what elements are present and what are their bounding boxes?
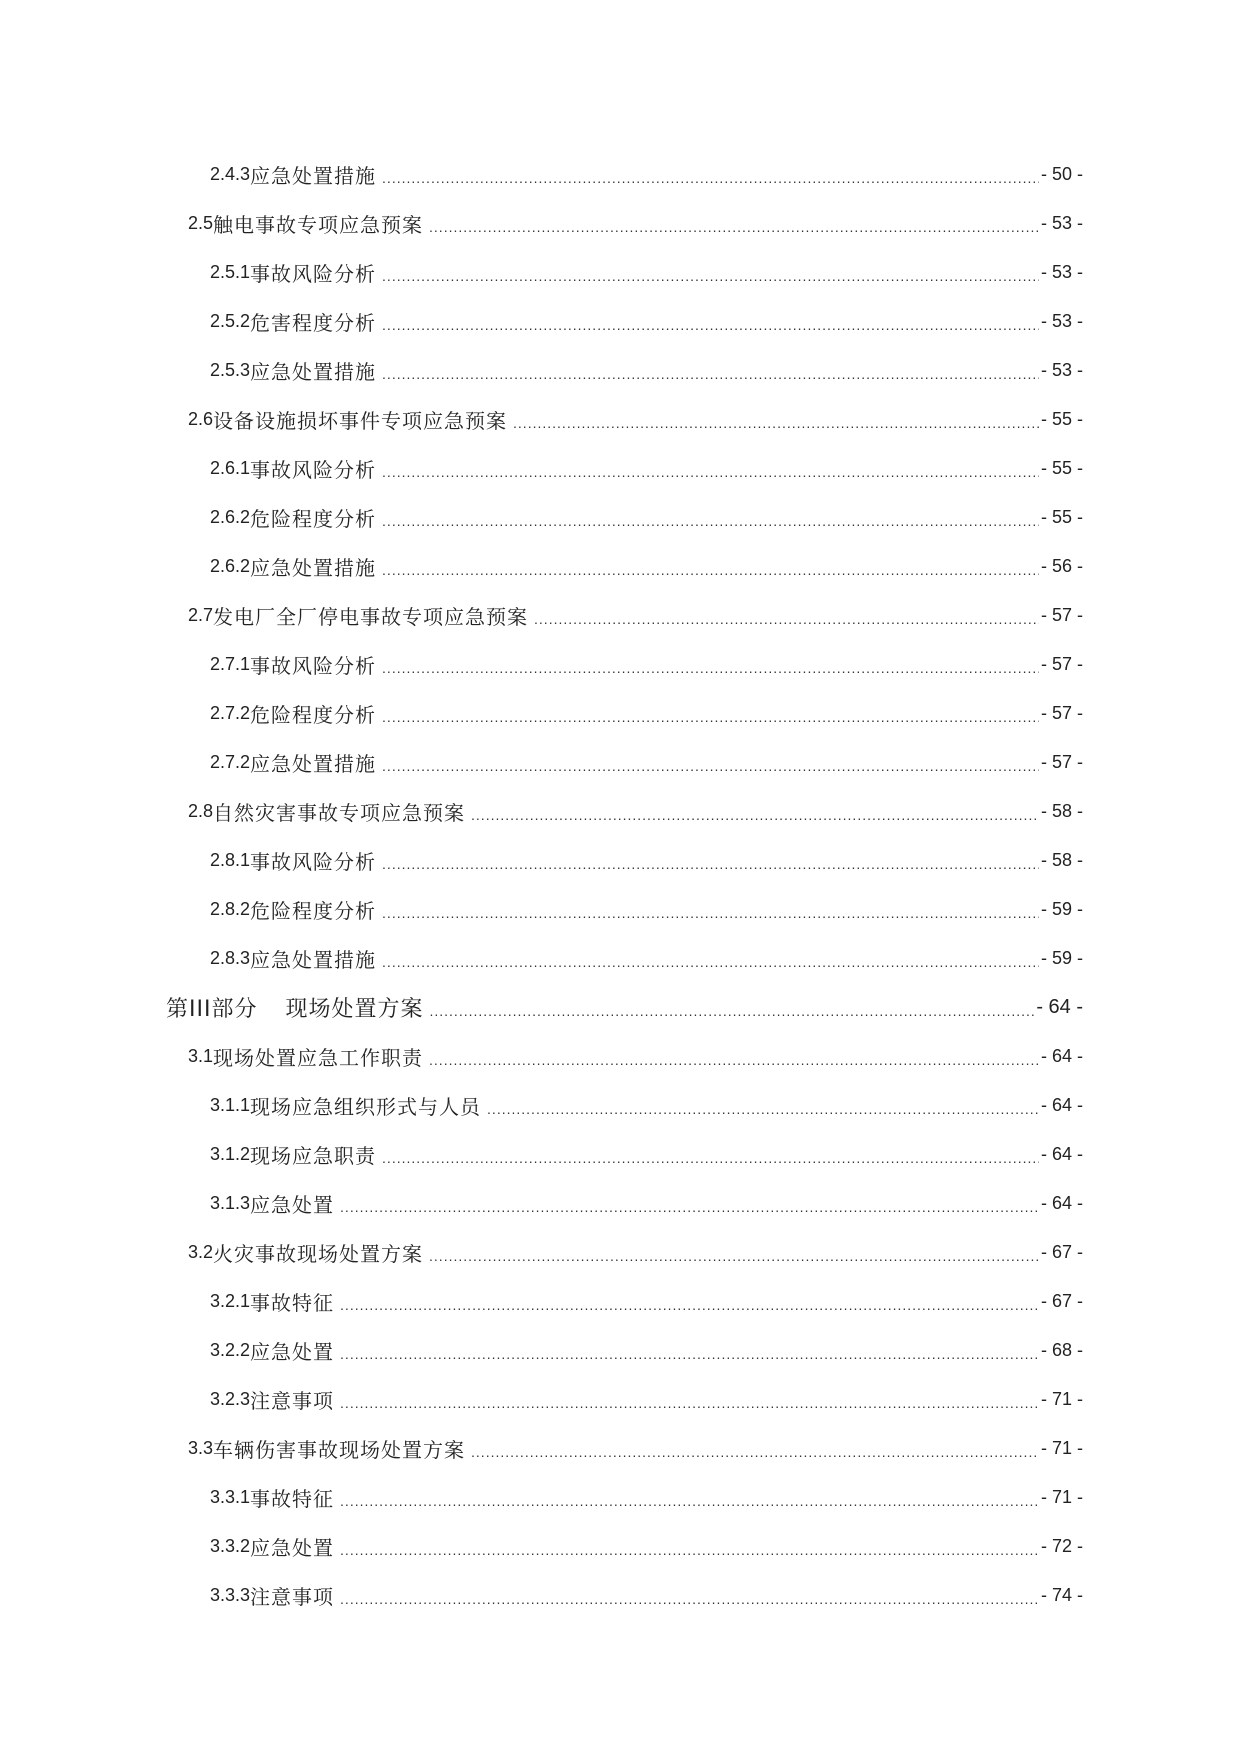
toc-dot-leader bbox=[471, 807, 1039, 823]
toc-section-number: 3.1.3 bbox=[210, 1193, 251, 1213]
toc-section-number: 2.8.3 bbox=[210, 948, 251, 968]
toc-entry[interactable] bbox=[0, 248, 1241, 297]
toc-entry[interactable] bbox=[0, 444, 1241, 493]
toc-entry[interactable] bbox=[0, 787, 1241, 836]
toc-section-number: 2.6.2 bbox=[210, 507, 251, 527]
toc-entry[interactable] bbox=[0, 1424, 1241, 1473]
toc-section-number: 2.5 bbox=[188, 213, 214, 233]
toc-section-number: 2.7.1 bbox=[210, 654, 251, 674]
toc-entry[interactable] bbox=[0, 1130, 1241, 1179]
toc-entry[interactable] bbox=[0, 493, 1241, 542]
toc-section-title: 现场应急职责 bbox=[250, 1144, 377, 1168]
toc-entry[interactable] bbox=[0, 689, 1241, 738]
toc-section-title: 车辆伤害事故现场处置方案 bbox=[213, 1438, 466, 1462]
toc-section-number: 2.7.2 bbox=[210, 752, 251, 772]
toc-section-number: 2.5.3 bbox=[210, 360, 251, 380]
toc-entry[interactable] bbox=[0, 346, 1241, 395]
toc-page-number: - 74 - bbox=[1040, 1585, 1083, 1605]
toc-entry[interactable] bbox=[0, 1326, 1241, 1375]
toc-entry[interactable] bbox=[0, 738, 1241, 787]
table-of-contents bbox=[0, 150, 1241, 1620]
toc-section-title: 发电厂全厂停电事故专项应急预案 bbox=[213, 605, 529, 629]
toc-page-number: - 64 - bbox=[1040, 1046, 1083, 1066]
toc-section-title: 事故风险分析 bbox=[250, 654, 377, 678]
toc-section-number: 3.2.3 bbox=[210, 1389, 251, 1409]
toc-dot-leader bbox=[534, 611, 1039, 627]
toc-dot-leader bbox=[340, 1591, 1039, 1607]
toc-dot-leader bbox=[429, 1248, 1039, 1264]
toc-page-number: - 64 - bbox=[1036, 996, 1083, 1018]
toc-page-number: - 71 - bbox=[1040, 1487, 1083, 1507]
toc-section-title: 火灾事故现场处置方案 bbox=[213, 1242, 424, 1266]
toc-entry[interactable] bbox=[0, 150, 1241, 199]
toc-page-number: - 53 - bbox=[1040, 213, 1083, 233]
toc-part-number: 第III部分 bbox=[166, 997, 258, 1022]
toc-entry[interactable] bbox=[0, 640, 1241, 689]
toc-section-number: 2.5.2 bbox=[210, 311, 251, 331]
toc-page-number: - 64 - bbox=[1040, 1144, 1083, 1164]
toc-section-title: 应急处置措施 bbox=[250, 164, 377, 188]
toc-page-number: - 67 - bbox=[1040, 1291, 1083, 1311]
toc-section-title: 事故风险分析 bbox=[250, 262, 377, 286]
toc-page-number: - 57 - bbox=[1040, 654, 1083, 674]
toc-dot-leader bbox=[382, 905, 1039, 921]
toc-section-number: 2.6.2 bbox=[210, 556, 251, 576]
toc-section-number: 3.2 bbox=[188, 1242, 214, 1262]
toc-dot-leader bbox=[340, 1297, 1039, 1313]
toc-section-number: 3.3 bbox=[188, 1438, 214, 1458]
toc-page-number: - 55 - bbox=[1040, 458, 1083, 478]
toc-dot-leader bbox=[429, 1052, 1039, 1068]
toc-dot-leader bbox=[382, 856, 1039, 872]
toc-dot-leader bbox=[382, 954, 1039, 970]
toc-section-title: 自然灾害事故专项应急预案 bbox=[213, 801, 466, 825]
toc-section-title: 应急处置措施 bbox=[250, 752, 377, 776]
toc-dot-leader bbox=[382, 709, 1039, 725]
toc-dot-leader bbox=[382, 562, 1039, 578]
toc-part-title: 现场处置方案 bbox=[285, 997, 424, 1022]
toc-section-number: 2.8.2 bbox=[210, 899, 251, 919]
toc-page-number: - 72 - bbox=[1040, 1536, 1083, 1556]
toc-section-number: 3.3.1 bbox=[210, 1487, 251, 1507]
toc-page-number: - 58 - bbox=[1040, 801, 1083, 821]
toc-section-title: 应急处置措施 bbox=[250, 556, 377, 580]
toc-dot-leader bbox=[429, 219, 1039, 235]
toc-section-title: 事故特征 bbox=[250, 1291, 335, 1315]
toc-section-title: 事故风险分析 bbox=[250, 458, 377, 482]
toc-entry[interactable] bbox=[0, 934, 1241, 983]
toc-dot-leader bbox=[429, 1003, 1034, 1019]
toc-dot-leader bbox=[382, 317, 1039, 333]
toc-section-title: 应急处置 bbox=[250, 1536, 335, 1560]
toc-entry[interactable] bbox=[0, 1522, 1241, 1571]
toc-page-number: - 55 - bbox=[1040, 409, 1083, 429]
toc-section-number: 3.1.1 bbox=[210, 1095, 251, 1115]
toc-section-number: 3.3.2 bbox=[210, 1536, 251, 1556]
toc-entry[interactable] bbox=[0, 1571, 1241, 1620]
toc-page-number: - 57 - bbox=[1040, 605, 1083, 625]
toc-section-title: 事故特征 bbox=[250, 1487, 335, 1511]
toc-page-number: - 53 - bbox=[1040, 360, 1083, 380]
toc-page-number: - 58 - bbox=[1040, 850, 1083, 870]
toc-entry[interactable] bbox=[0, 1032, 1241, 1081]
toc-page-number: - 67 - bbox=[1040, 1242, 1083, 1262]
toc-section-number: 2.8.1 bbox=[210, 850, 251, 870]
toc-section-title: 危害程度分析 bbox=[250, 311, 377, 335]
toc-page-number: - 57 - bbox=[1040, 703, 1083, 723]
toc-section-number: 3.2.1 bbox=[210, 1291, 251, 1311]
toc-part-heading bbox=[166, 992, 423, 1023]
toc-section-title: 应急处置 bbox=[250, 1193, 335, 1217]
toc-page-number: - 55 - bbox=[1040, 507, 1083, 527]
toc-entry[interactable] bbox=[0, 542, 1241, 591]
toc-dot-leader bbox=[340, 1493, 1039, 1509]
toc-dot-leader bbox=[471, 1444, 1039, 1460]
toc-dot-leader bbox=[487, 1101, 1039, 1117]
toc-page-number: - 71 - bbox=[1040, 1438, 1083, 1458]
toc-dot-leader bbox=[382, 1150, 1039, 1166]
toc-section-title: 应急处置措施 bbox=[250, 948, 377, 972]
toc-dot-leader bbox=[382, 660, 1039, 676]
toc-entry[interactable] bbox=[0, 836, 1241, 885]
toc-dot-leader bbox=[382, 513, 1039, 529]
toc-entry[interactable] bbox=[0, 199, 1241, 248]
toc-section-title: 注意事项 bbox=[250, 1389, 335, 1413]
toc-section-number: 3.2.2 bbox=[210, 1340, 251, 1360]
toc-section-number: 3.3.3 bbox=[210, 1585, 251, 1605]
toc-section-number: 2.6 bbox=[188, 409, 214, 429]
toc-section-title: 危险程度分析 bbox=[250, 703, 377, 727]
toc-page-number: - 57 - bbox=[1040, 752, 1083, 772]
toc-section-title: 危险程度分析 bbox=[250, 899, 377, 923]
toc-section-title: 触电事故专项应急预案 bbox=[213, 213, 424, 237]
toc-section-title: 设备设施损坏事件专项应急预案 bbox=[213, 409, 508, 433]
toc-entry[interactable] bbox=[0, 1473, 1241, 1522]
toc-entry[interactable] bbox=[0, 1277, 1241, 1326]
toc-page-number: - 50 - bbox=[1040, 164, 1083, 184]
toc-dot-leader bbox=[340, 1542, 1039, 1558]
toc-section-number: 2.7 bbox=[188, 605, 214, 625]
toc-section-number: 3.1.2 bbox=[210, 1144, 251, 1164]
toc-entry[interactable] bbox=[0, 1081, 1241, 1130]
toc-dot-leader bbox=[382, 268, 1039, 284]
toc-entry[interactable] bbox=[0, 591, 1241, 640]
toc-section-title: 事故风险分析 bbox=[250, 850, 377, 874]
toc-entry[interactable] bbox=[0, 297, 1241, 346]
toc-dot-leader bbox=[340, 1199, 1039, 1215]
toc-section-number: 2.5.1 bbox=[210, 262, 251, 282]
toc-page-number: - 53 - bbox=[1040, 262, 1083, 282]
toc-entry[interactable] bbox=[0, 885, 1241, 934]
toc-page-number: - 59 - bbox=[1040, 899, 1083, 919]
toc-entry[interactable] bbox=[0, 395, 1241, 444]
toc-section-number: 3.1 bbox=[188, 1046, 214, 1066]
toc-page-number: - 56 - bbox=[1040, 556, 1083, 576]
toc-section-number: 2.6.1 bbox=[210, 458, 251, 478]
toc-section-title: 应急处置措施 bbox=[250, 360, 377, 384]
toc-section-title: 注意事项 bbox=[250, 1585, 335, 1609]
toc-page-number: - 53 - bbox=[1040, 311, 1083, 331]
toc-page-number: - 64 - bbox=[1040, 1095, 1083, 1115]
toc-section-title: 应急处置 bbox=[250, 1340, 335, 1364]
toc-page-number: - 71 - bbox=[1040, 1389, 1083, 1409]
toc-section-number: 2.4.3 bbox=[210, 164, 251, 184]
toc-entry[interactable] bbox=[0, 983, 1241, 1032]
toc-dot-leader bbox=[382, 758, 1039, 774]
toc-dot-leader bbox=[340, 1346, 1039, 1362]
toc-section-title: 现场应急组织形式与人员 bbox=[250, 1095, 482, 1119]
toc-dot-leader bbox=[382, 170, 1039, 186]
toc-section-number: 2.8 bbox=[188, 801, 214, 821]
toc-dot-leader bbox=[340, 1395, 1039, 1411]
toc-entry[interactable] bbox=[0, 1375, 1241, 1424]
toc-section-title: 危险程度分析 bbox=[250, 507, 377, 531]
toc-entry[interactable] bbox=[0, 1228, 1241, 1277]
toc-dot-leader bbox=[382, 464, 1039, 480]
toc-page-number: - 64 - bbox=[1040, 1193, 1083, 1213]
toc-page-number: - 59 - bbox=[1040, 948, 1083, 968]
toc-section-number: 2.7.2 bbox=[210, 703, 251, 723]
toc-section-title: 现场处置应急工作职责 bbox=[213, 1046, 424, 1070]
toc-entry[interactable] bbox=[0, 1179, 1241, 1228]
toc-page-number: - 68 - bbox=[1040, 1340, 1083, 1360]
toc-dot-leader bbox=[382, 366, 1039, 382]
toc-dot-leader bbox=[513, 415, 1039, 431]
